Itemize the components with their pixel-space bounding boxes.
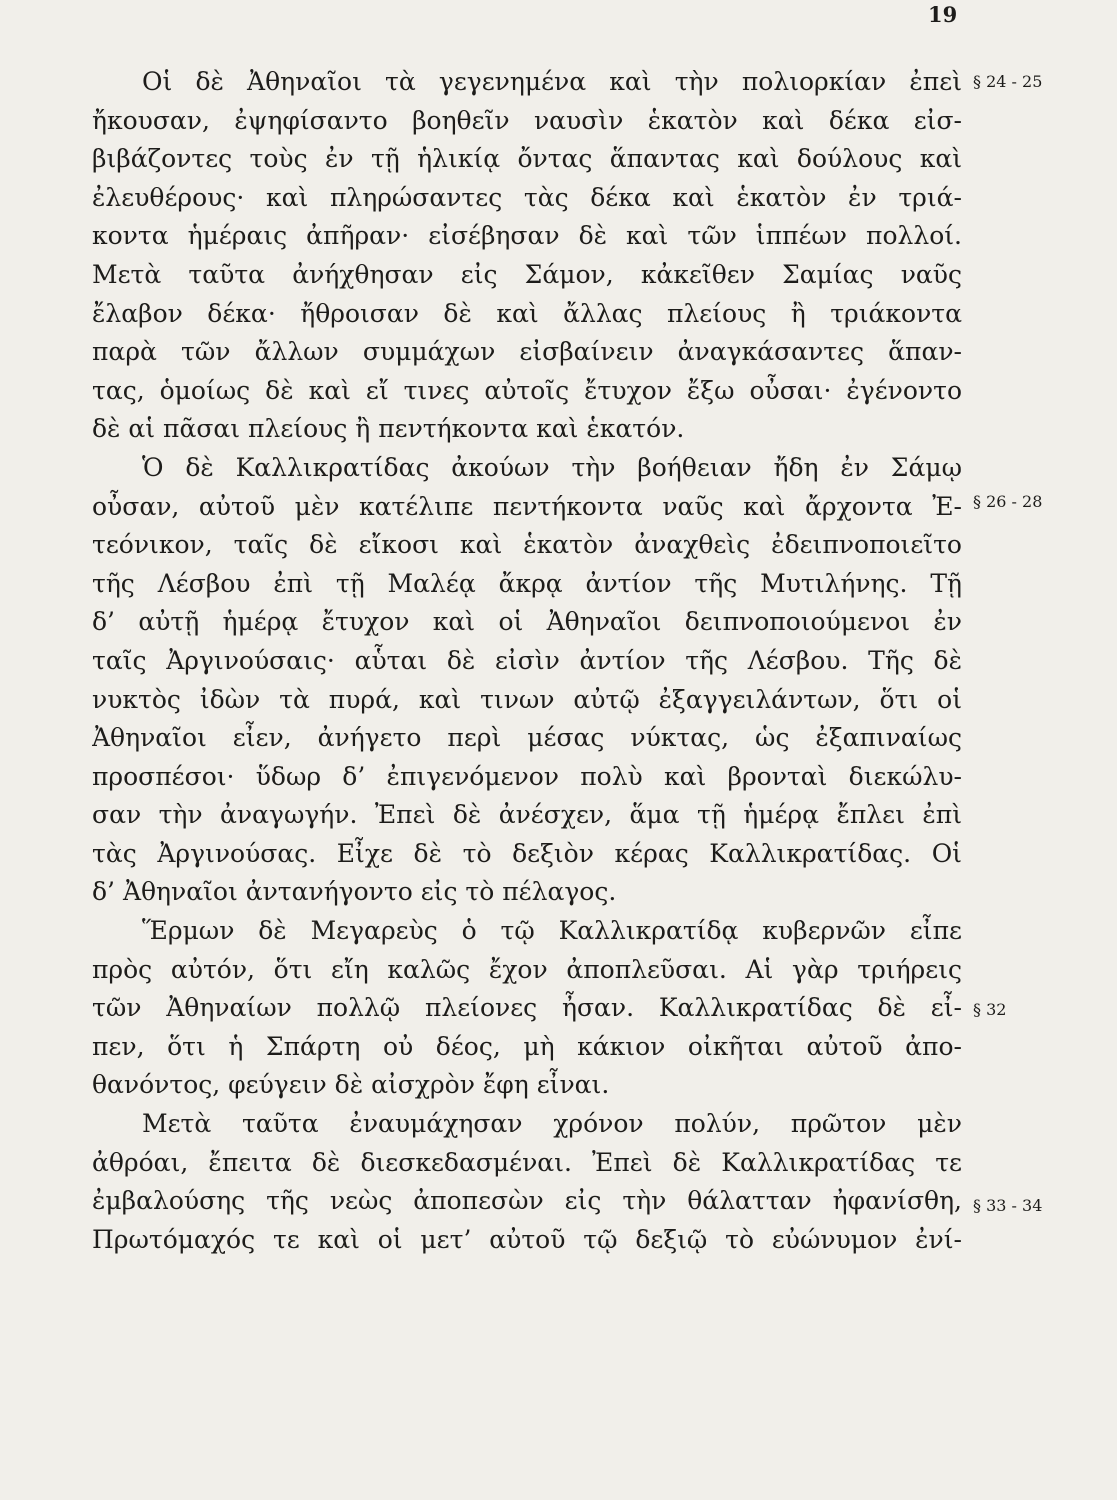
- text-line: σαν τὴν ἀναγωγήν. Ἐπεὶ δὲ ἀνέσχεν, ἅμα τῇ ἡμέρᾳ ἔπλει ἐπὶ: [92, 800, 962, 830]
- paragraph: [92, 449, 962, 912]
- text-line: Μετὰ ταῦτα ἐναυμάχησαν χρόνον πολύν, πρῶτον μὲν: [92, 1109, 962, 1139]
- text-line: Ὁ δὲ Καλλικρατίδας ἀκούων τὴν βοήθειαν ἤδη ἐν Σάμῳ: [92, 452, 962, 482]
- text-line: θανόντος, φεύγειν δὲ αἰσχρὸν ἔφη εἶναι.: [92, 1070, 610, 1100]
- text-line: παρὰ τῶν ἄλλων συμμάχων εἰσβαίνειν ἀναγκάσαντες ἅπαν-: [92, 337, 962, 367]
- text-line: κοντα ἡμέραις ἀπῆραν· εἰσέβησαν δὲ καὶ τῶν ἱππέων πολλοί.: [92, 221, 962, 251]
- text-line: τῆς Λέσβου ἐπὶ τῇ Μαλέᾳ ἄκρᾳ ἀντίον τῆς Μυτιλήνης. Τῇ: [92, 568, 962, 598]
- section-ref: § 33 - 34: [973, 1196, 1043, 1215]
- text-line: ἐμβαλούσης τῆς νεὼς ἀποπεσὼν εἰς τὴν θάλατταν ἠφανίσθη,: [92, 1186, 962, 1216]
- text-line: Ἕρμων δὲ Μεγαρεὺς ὁ τῷ Καλλικρατίδᾳ κυβερνῶν εἶπε: [92, 916, 962, 946]
- text-line: τεόνικον, ταῖς δὲ εἴκοσι καὶ ἑκατὸν ἀναχθεὶς ἐδειπνοποιεῖτο: [92, 530, 962, 560]
- text-line: Ἀθηναῖοι εἶεν, ἀνήγετο περὶ μέσας νύκτας, ὡς ἐξαπιναίως: [92, 723, 962, 753]
- page-number: 19: [928, 2, 958, 27]
- text-line: δ’ Ἀθηναῖοι ἀντανήγοντο εἰς τὸ πέλαγος.: [92, 877, 617, 907]
- main-text: [92, 63, 962, 1259]
- text-line: πρὸς αὐτόν, ὅτι εἴη καλῶς ἔχον ἀποπλεῦσαι. Αἱ γὰρ τριήρεις: [92, 954, 962, 984]
- text-line: ταῖς Ἀργινούσαις· αὗται δὲ εἰσὶν ἀντίον τῆς Λέσβου. Τῆς δὲ: [92, 645, 962, 675]
- text-line: Μετὰ ταῦτα ἀνήχθησαν εἰς Σάμον, κἀκεῖθεν Σαμίας ναῦς: [92, 259, 962, 289]
- text-line: ἔλαβον δέκα· ἤθροισαν δὲ καὶ ἄλλας πλείους ἢ τριάκοντα: [92, 298, 962, 328]
- section-ref: § 26 - 28: [973, 492, 1043, 511]
- text-line: προσπέσοι· ὕδωρ δ’ ἐπιγενόμενον πολὺ καὶ βρονταὶ διεκώλυ-: [92, 761, 962, 791]
- text-line: νυκτὸς ἰδὼν τὰ πυρά, καὶ τινων αὐτῷ ἐξαγγειλάντων, ὅτι οἱ: [92, 684, 962, 714]
- text-line: οὖσαν, αὐτοῦ μὲν κατέλιπε πεντήκοντα ναῦς καὶ ἄρχοντα Ἐ-: [92, 491, 962, 521]
- text-line: βιβάζοντες τοὺς ἐν τῇ ἡλικίᾳ ὄντας ἅπαντας καὶ δούλους καὶ: [92, 144, 962, 174]
- text-line: ἀθρόαι, ἔπειτα δὲ διεσκεδασμέναι. Ἐπεὶ δὲ Καλλικρατίδας τε: [92, 1147, 962, 1177]
- text-line: Οἱ δὲ Ἀθηναῖοι τὰ γεγενημένα καὶ τὴν πολιορκίαν ἐπεὶ: [92, 67, 962, 96]
- text-line: πεν, ὅτι ἡ Σπάρτη οὐ δέος, μὴ κάκιον οἰκῆται αὐτοῦ ἀπο-: [92, 1031, 962, 1061]
- text-line: δὲ αἱ πᾶσαι πλείους ἢ πεντήκοντα καὶ ἑκατόν.: [92, 414, 685, 444]
- text-line: τῶν Ἀθηναίων πολλῷ πλείονες ἦσαν. Καλλικρατίδας δὲ εἶ-: [92, 993, 962, 1023]
- paragraph: [92, 912, 962, 1105]
- section-ref: § 32: [973, 1000, 1007, 1019]
- paragraph: [92, 63, 962, 449]
- text-line: τας, ὁμοίως δὲ καὶ εἴ τινες αὐτοῖς ἔτυχον ἔξω οὖσαι· ἐγένοντο: [92, 375, 962, 405]
- text-line: δ’ αὐτῇ ἡμέρᾳ ἔτυχον καὶ οἱ Ἀθηναῖοι δειπνοποιούμενοι ἐν: [92, 607, 962, 637]
- text-line: ἐλευθέρους· καὶ πληρώσαντες τὰς δέκα καὶ ἑκατὸν ἐν τριά-: [92, 182, 962, 212]
- text-line: Πρωτόμαχός τε καὶ οἱ μετ’ αὐτοῦ τῷ δεξιῷ τὸ εὐώνυμον ἐνί-: [92, 1224, 962, 1254]
- paragraph: [92, 1105, 962, 1259]
- section-ref: § 24 - 25: [973, 72, 1043, 91]
- text-line: τὰς Ἀργινούσας. Εἶχε δὲ τὸ δεξιὸν κέρας Καλλικρατίδας. Οἱ: [92, 838, 962, 868]
- text-line: ἤκουσαν, ἐψηφίσαντο βοηθεῖν ναυσὶν ἑκατὸν καὶ δέκα εἰσ-: [92, 105, 962, 135]
